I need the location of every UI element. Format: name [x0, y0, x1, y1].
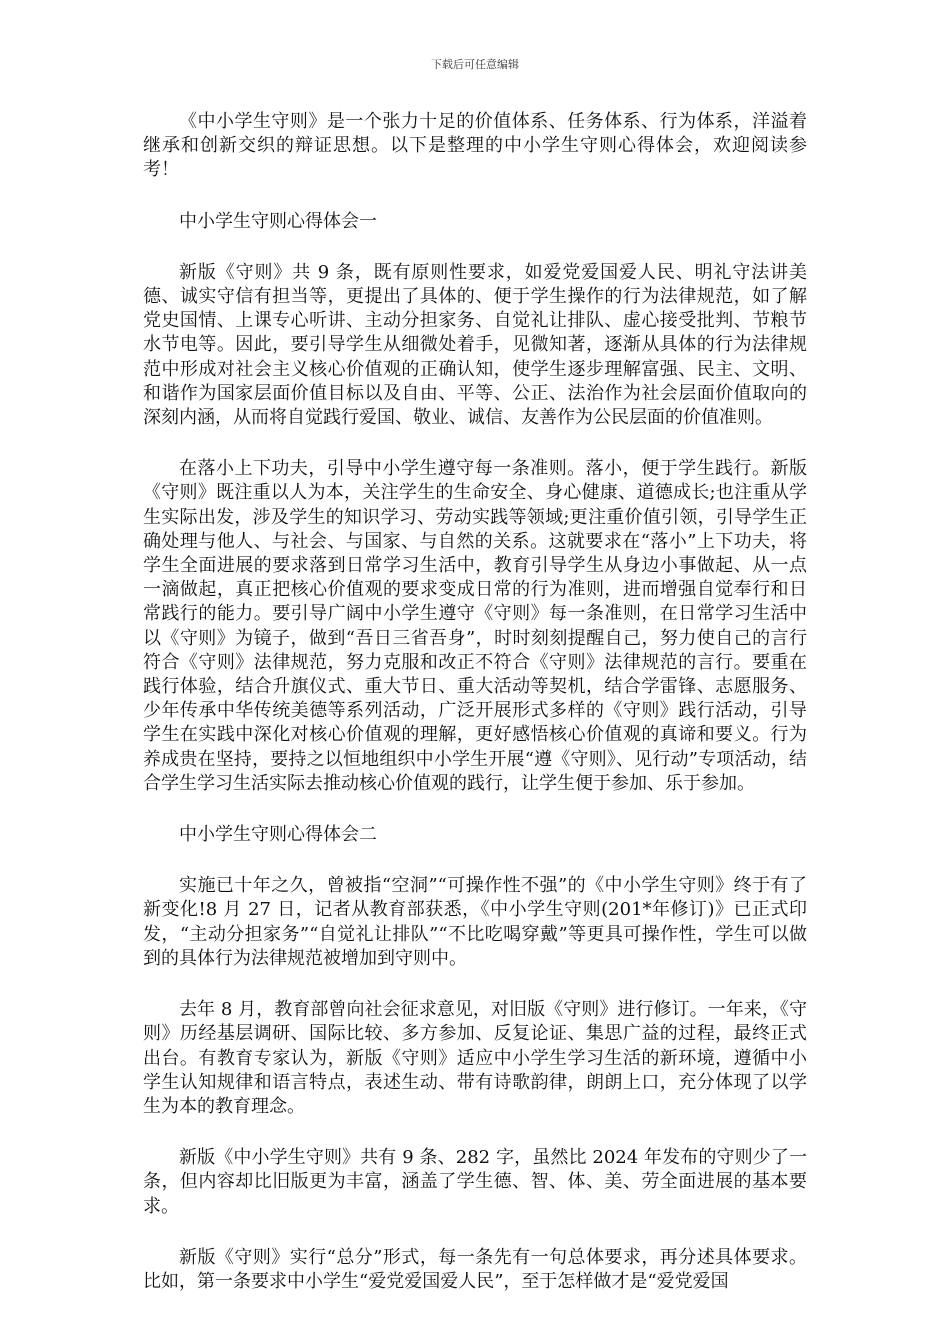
section-heading-2: 中小学生守则心得体会二: [179, 824, 377, 846]
body-paragraph: 在落小上下功夫，引导中小学生遵守每一条准则。落小，便于学生践行。新版《守则》既注重以人为本，关注学生的生命安全、身心健康、道德成长;也注重从学生实际出发，涉及学生的知识学习、劳动实践等领域;更注重价值引领，引导学生正确处理与他人、与社会、与国家、与自然的关系。这就要求在“落小”上下功夫，将学生全面进展的要求落到日常学习生活中，教育引导学生从身边小事做起、从一点一滴做起，真正把核心价值观的要求变成日常的行为准则，进而增强自觉奉行和日常践行的能力。要引导广阔中小学生遵守《守则》每一条准则，在日常学习生活中以《守则》为镜子，做到“吾日三省吾身”，时时刻刻提醒自己，努力使自己的言行符合《守则》法律规范，努力克服和改正不符合《守则》法律规范的言行。要重在践行体验，结合升旗仪式、重大节日、重大活动等契机，结合学雷锋、志愿服务、少年传承中华传统美德等系列活动，广泛开展形式多样的《守则》践行活动，引导学生在实践中深化对核心价值观的理解，更好感悟核心价值观的真谛和要义。行为养成贵在坚持，要持之以恒地组织中小学生开展“遵《守则》、见行动”专项活动，结合学生学习生活实际去推动核心价值观的践行，让学生便于参加、乐于参加。: [143, 458, 807, 794]
body-paragraph: 实施已十年之久，曾被指“空洞”“可操作性不强”的《中小学生守则》终于有了新变化!8 月 27 日，记者从教育部获悉，《中小学生守则(201*年修订)》已正式印发，“主动分担家务”“自觉礼让排队”“不比吃喝穿戴”等更具可操作性，学生可以做到的具体行为法律规范被增加到守则中。: [143, 875, 807, 969]
page-header: 下载后可任意编辑: [431, 58, 519, 71]
body-paragraph: 去年 8 月，教育部曾向社会征求意见，对旧版《守则》进行修订。一年来，《守则》历经基层调研、国际比较、多方参加、反复论证、集思广益的过程，最终正式出台。有教育专家认为，新版《守则》适应中小学生学习生活的新环境，遵循中小学生认知规律和语言特点，表述生动、带有诗歌韵律，朗朗上口，充分体现了以学生为本的教育理念。: [143, 999, 807, 1117]
intro-paragraph: 《中小学生守则》是一个张力十足的价值体系、任务体系、行为体系，洋溢着继承和创新交织的辩证思想。以下是整理的中小学生守则心得体会，欢迎阅读参考！: [143, 111, 807, 181]
section-heading-1: 中小学生守则心得体会一: [179, 210, 377, 232]
body-paragraph: 新版《守则》共 9 条，既有原则性要求，如爱党爱国爱人民、明礼守法讲美德、诚实守信有担当等，更提出了具体的、便于学生操作的行为法律规范，如了解党史国情、上课专心听讲、主动分担家务、自觉礼让排队、虚心接受批判、节粮节水节电等。因此，要引导学生从细微处着手，见微知著，逐渐从具体的行为法律规范中形成对社会主义核心价值观的正确认知，使学生逐步理解富强、民主、文明、和谐作为国家层面价值目标以及自由、平等、公正、法治作为社会层面价值取向的深刻内涵，从而将自觉践行爱国、敬业、诚信、友善作为公民层面的价值准则。: [143, 261, 807, 429]
body-paragraph: 新版《守则》实行“总分”形式，每一条先有一句总体要求，再分述具体要求。比如，第一条要求中小学生“爱党爱国爱人民”，至于怎样做才是“爱党爱国: [143, 1246, 807, 1292]
body-paragraph: 新版《中小学生守则》共有 9 条、282 字，虽然比 2024 年发布的守则少了一条，但内容却比旧版更为丰富，涵盖了学生德、智、体、美、劳全面进展的基本要求。: [143, 1147, 807, 1217]
document-body: [143, 110, 807, 1321]
